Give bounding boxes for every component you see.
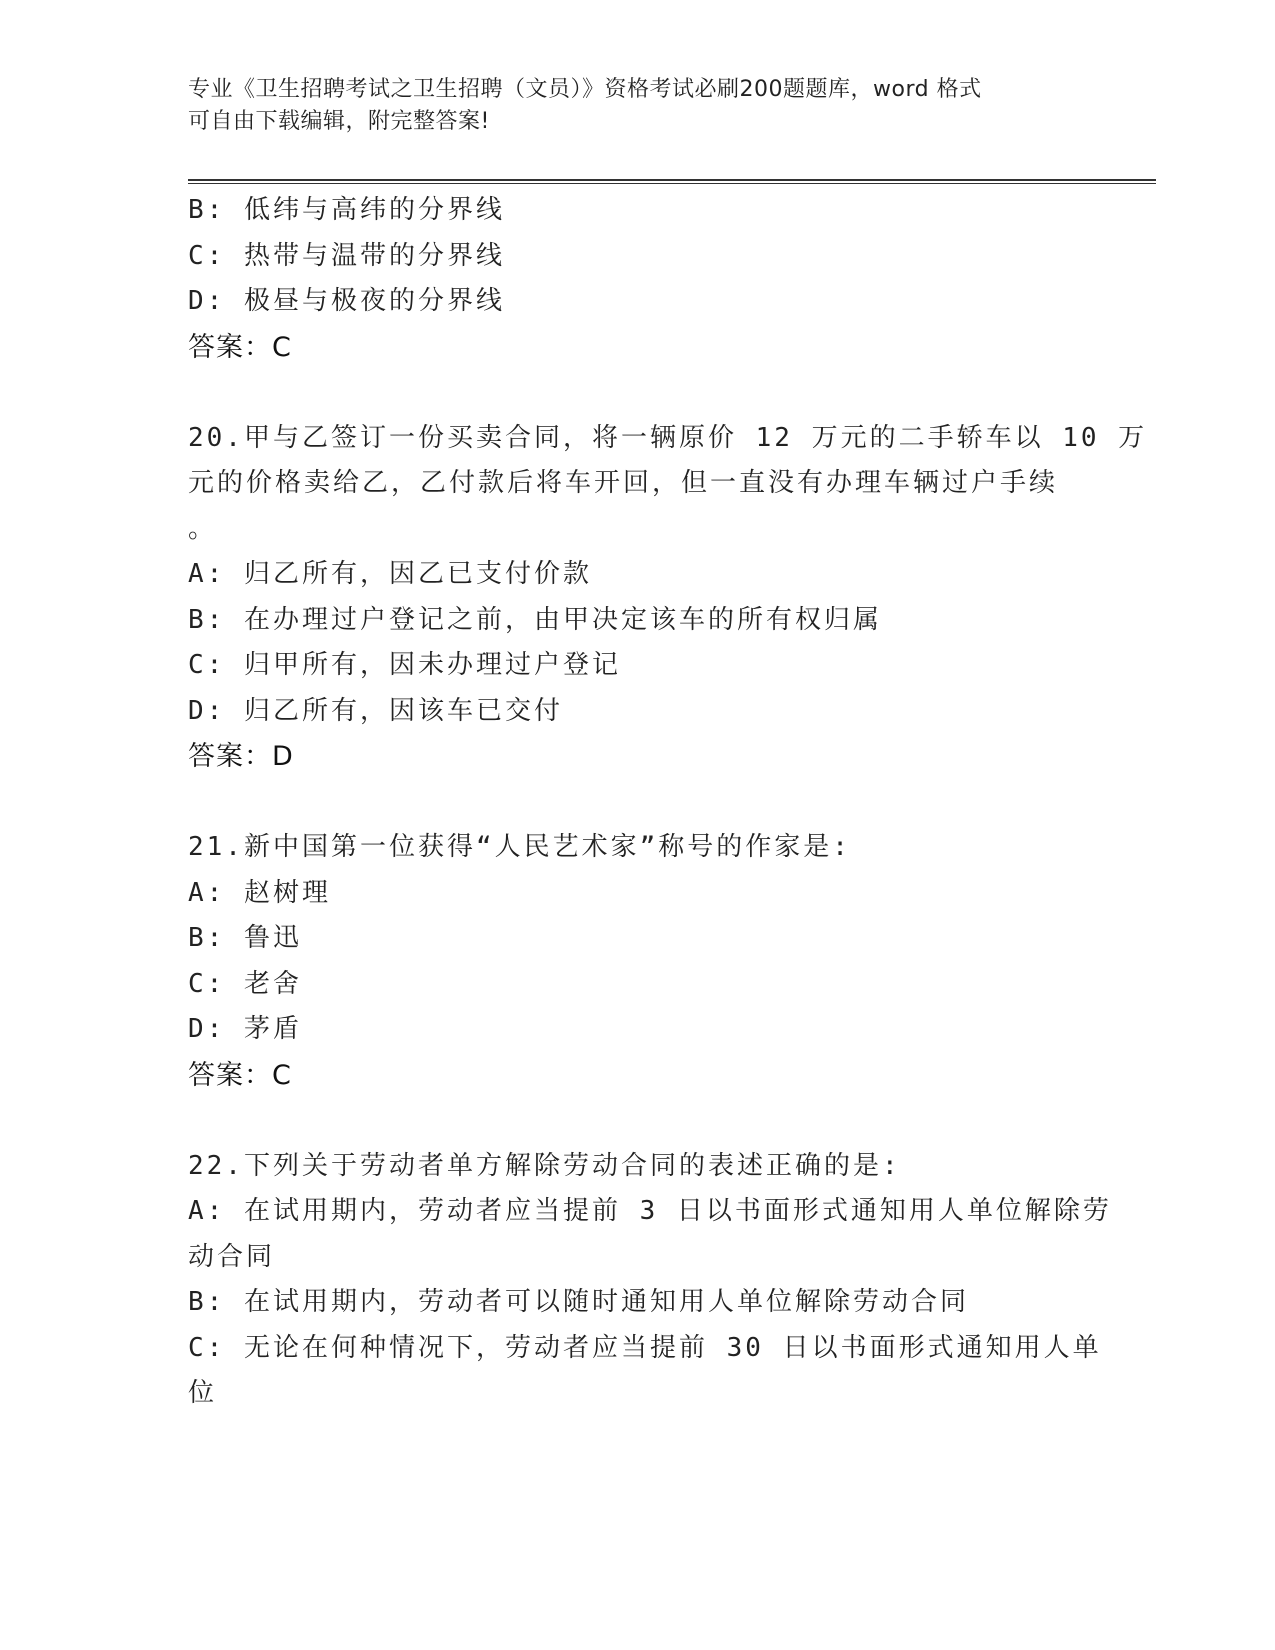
q20-stem-line-1: 20.甲与乙签订一份买卖合同，将一辆原价 12 万元的二手轿车以 10 万 [188,422,1148,453]
question-20 [188,416,1148,780]
q22-option-b: B: 在试用期内，劳动者可以随时通知用人单位解除劳动合同 [188,1287,969,1317]
question-content [188,188,1148,1417]
question-22 [188,1144,1112,1417]
q20-option-b: B: 在办理过户登记之前，由甲决定该车的所有权归属 [188,604,882,635]
q22-stem: 22.下列关于劳动者单方解除劳动合同的表述正确的是: [188,1150,901,1181]
q22-option-c-line-2: 位 [188,1378,218,1408]
q19-option-d: D: 极昼与极夜的分界线 [188,286,505,316]
q20-answer: 答案：D [188,741,294,772]
q21-answer: 答案：C [188,1059,292,1091]
q22-option-c-line-1: C: 无论在何种情况下，劳动者应当提前 30 日以书面形式通知用人单 [188,1332,1102,1363]
q22-option-a-line-1: A: 在试用期内，劳动者应当提前 3 日以书面形式通知用人单位解除劳 [188,1196,1112,1226]
header-title-line-2: 可自由下载编辑，附完整答案! [188,109,490,134]
header-divider-thin [188,183,1156,184]
q19-option-c: C: 热带与温带的分界线 [188,240,505,271]
q22-option-a-line-2: 动合同 [188,1241,276,1272]
header-title-line-1: 专业《卫生招聘考试之卫生招聘（文员）》资格考试必刷200题题库，word 格式 [188,77,982,102]
q20-stem-line-3: 。 [188,513,218,544]
spacer [188,1098,1078,1144]
q20-stem-line-2: 元的价格卖给乙，乙付款后将车开回，但一直没有办理车辆过户手续 [188,468,1059,498]
q20-option-d: D: 归乙所有，因该车已交付 [188,695,563,726]
document-header [188,74,1088,138]
header-divider [188,179,1156,185]
question-21 [188,825,1078,1098]
q21-option-a: A: 赵树理 [188,877,331,908]
q21-option-c: C: 老舍 [188,968,302,999]
q20-option-c: C: 归甲所有，因未办理过户登记 [188,650,621,680]
header-divider-thick [188,179,1156,181]
question-19-tail [188,188,1078,370]
spacer [188,780,1078,826]
q19-answer: 答案：C [188,331,292,363]
q21-option-d: D: 茅盾 [188,1014,302,1044]
q19-option-b: B: 低纬与高纬的分界线 [188,195,505,225]
q20-option-a: A: 归乙所有，因乙已支付价款 [188,559,592,589]
q21-option-b: B: 鲁迅 [188,923,302,953]
spacer [188,370,1078,416]
q21-stem: 21.新中国第一位获得“人民艺术家”称号的作家是: [188,832,851,862]
